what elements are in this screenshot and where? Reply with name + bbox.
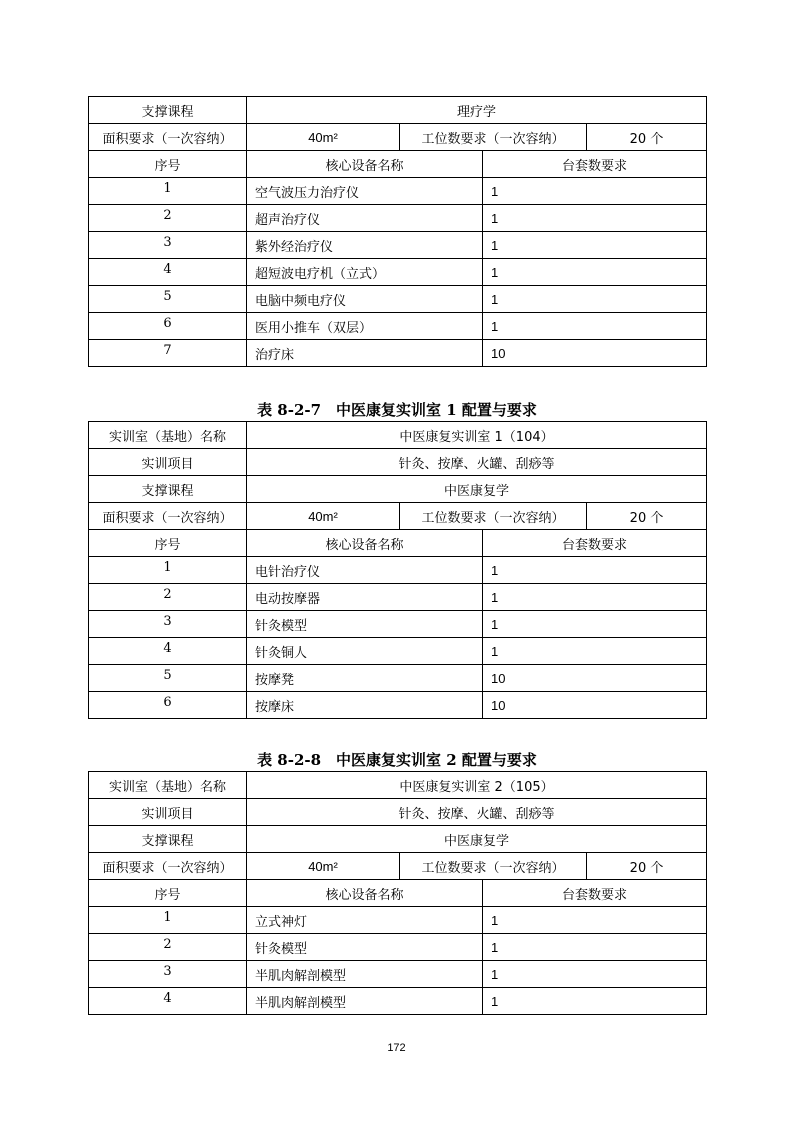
header-row	[89, 880, 707, 907]
row-no: 3	[89, 232, 247, 259]
row-no: 4	[89, 259, 247, 286]
project-row	[89, 799, 707, 826]
table-physiotherapy	[88, 96, 706, 367]
table-row	[89, 340, 707, 367]
project-label: 实训项目	[89, 449, 247, 476]
row-equipment: 超短波电疗机（立式）	[247, 259, 483, 286]
table-row	[89, 907, 707, 934]
row-no: 6	[89, 692, 247, 719]
row-equipment: 紫外经治疗仪	[247, 232, 483, 259]
row-equipment: 立式神灯	[247, 907, 483, 934]
row-quantity: 10	[483, 665, 707, 692]
row-equipment: 电脑中频电疗仪	[247, 286, 483, 313]
table-tcm-room-2	[88, 771, 706, 1015]
area-row	[89, 853, 707, 880]
course-value: 中医康复学	[247, 826, 707, 853]
course-label: 支撑课程	[89, 826, 247, 853]
row-no: 4	[89, 988, 247, 1015]
row-quantity: 1	[483, 178, 707, 205]
table-row	[89, 611, 707, 638]
room-row	[89, 422, 707, 449]
stations-label: 工位数要求（一次容纳）	[400, 124, 587, 151]
area-label: 面积要求（一次容纳）	[89, 853, 247, 880]
table-row	[89, 557, 707, 584]
stations-value: 20 个	[587, 503, 707, 530]
header-quantity: 台套数要求	[483, 151, 707, 178]
row-no: 5	[89, 665, 247, 692]
row-equipment: 半肌肉解剖模型	[247, 961, 483, 988]
row-quantity: 10	[483, 340, 707, 367]
row-quantity: 1	[483, 557, 707, 584]
row-quantity: 1	[483, 259, 707, 286]
table-row	[89, 313, 707, 340]
row-no: 4	[89, 638, 247, 665]
row-equipment: 半肌肉解剖模型	[247, 988, 483, 1015]
row-equipment: 按摩凳	[247, 665, 483, 692]
area-value: 40m²	[247, 853, 400, 880]
header-no: 序号	[89, 530, 247, 557]
row-quantity: 1	[483, 286, 707, 313]
row-equipment: 针灸铜人	[247, 638, 483, 665]
table-row	[89, 665, 707, 692]
area-value: 40m²	[247, 124, 400, 151]
stations-label: 工位数要求（一次容纳）	[400, 853, 587, 880]
row-no: 1	[89, 907, 247, 934]
table-caption: 表 8-2-7 中医康复实训室 1 配置与要求	[257, 401, 537, 419]
row-no: 3	[89, 611, 247, 638]
table-row	[89, 205, 707, 232]
row-no: 1	[89, 557, 247, 584]
table-row	[89, 692, 707, 719]
area-label: 面积要求（一次容纳）	[89, 124, 247, 151]
row-quantity: 1	[483, 313, 707, 340]
row-equipment: 空气波压力治疗仪	[247, 178, 483, 205]
course-value: 理疗学	[247, 97, 707, 124]
row-no: 3	[89, 961, 247, 988]
course-row	[89, 826, 707, 853]
row-equipment: 超声治疗仪	[247, 205, 483, 232]
header-equipment: 核心设备名称	[247, 880, 483, 907]
table-row	[89, 232, 707, 259]
row-equipment: 针灸模型	[247, 934, 483, 961]
header-quantity: 台套数要求	[483, 880, 707, 907]
header-row	[89, 530, 707, 557]
page-number: 172	[387, 1042, 406, 1054]
course-value: 中医康复学	[247, 476, 707, 503]
row-equipment: 电动按摩器	[247, 584, 483, 611]
room-value: 中医康复实训室 1（104）	[247, 422, 707, 449]
course-row	[89, 476, 707, 503]
project-label: 实训项目	[89, 799, 247, 826]
area-row	[89, 503, 707, 530]
room-row	[89, 772, 707, 799]
row-quantity: 1	[483, 584, 707, 611]
room-value: 中医康复实训室 2（105）	[247, 772, 707, 799]
row-quantity: 1	[483, 961, 707, 988]
area-label: 面积要求（一次容纳）	[89, 503, 247, 530]
row-equipment: 电针治疗仪	[247, 557, 483, 584]
room-label: 实训室（基地）名称	[89, 772, 247, 799]
table-row	[89, 259, 707, 286]
table-row	[89, 638, 707, 665]
table-row	[89, 584, 707, 611]
table-row	[89, 934, 707, 961]
row-equipment: 医用小推车（双层）	[247, 313, 483, 340]
row-quantity: 1	[483, 988, 707, 1015]
header-equipment: 核心设备名称	[247, 530, 483, 557]
table-tcm-room-1	[88, 421, 706, 719]
row-quantity: 1	[483, 232, 707, 259]
table-row	[89, 988, 707, 1015]
row-quantity: 1	[483, 205, 707, 232]
header-no: 序号	[89, 880, 247, 907]
header-no: 序号	[89, 151, 247, 178]
stations-label: 工位数要求（一次容纳）	[400, 503, 587, 530]
row-no: 5	[89, 286, 247, 313]
row-quantity: 10	[483, 692, 707, 719]
table-caption: 表 8-2-8 中医康复实训室 2 配置与要求	[257, 751, 537, 769]
project-row	[89, 449, 707, 476]
row-quantity: 1	[483, 638, 707, 665]
table-row	[89, 961, 707, 988]
row-equipment: 治疗床	[247, 340, 483, 367]
project-value: 针灸、按摩、火罐、刮痧等	[247, 799, 707, 826]
row-no: 1	[89, 178, 247, 205]
row-quantity: 1	[483, 611, 707, 638]
row-quantity: 1	[483, 907, 707, 934]
row-no: 6	[89, 313, 247, 340]
row-no: 2	[89, 934, 247, 961]
row-quantity: 1	[483, 934, 707, 961]
row-equipment: 针灸模型	[247, 611, 483, 638]
row-no: 7	[89, 340, 247, 367]
row-no: 2	[89, 584, 247, 611]
project-value: 针灸、按摩、火罐、刮痧等	[247, 449, 707, 476]
area-value: 40m²	[247, 503, 400, 530]
course-row	[89, 97, 707, 124]
header-quantity: 台套数要求	[483, 530, 707, 557]
area-row	[89, 124, 707, 151]
row-no: 2	[89, 205, 247, 232]
room-label: 实训室（基地）名称	[89, 422, 247, 449]
stations-value: 20 个	[587, 853, 707, 880]
stations-value: 20 个	[587, 124, 707, 151]
header-equipment: 核心设备名称	[247, 151, 483, 178]
table-row	[89, 286, 707, 313]
header-row	[89, 151, 707, 178]
table-row	[89, 178, 707, 205]
course-label: 支撑课程	[89, 476, 247, 503]
course-label: 支撑课程	[89, 97, 247, 124]
row-equipment: 按摩床	[247, 692, 483, 719]
